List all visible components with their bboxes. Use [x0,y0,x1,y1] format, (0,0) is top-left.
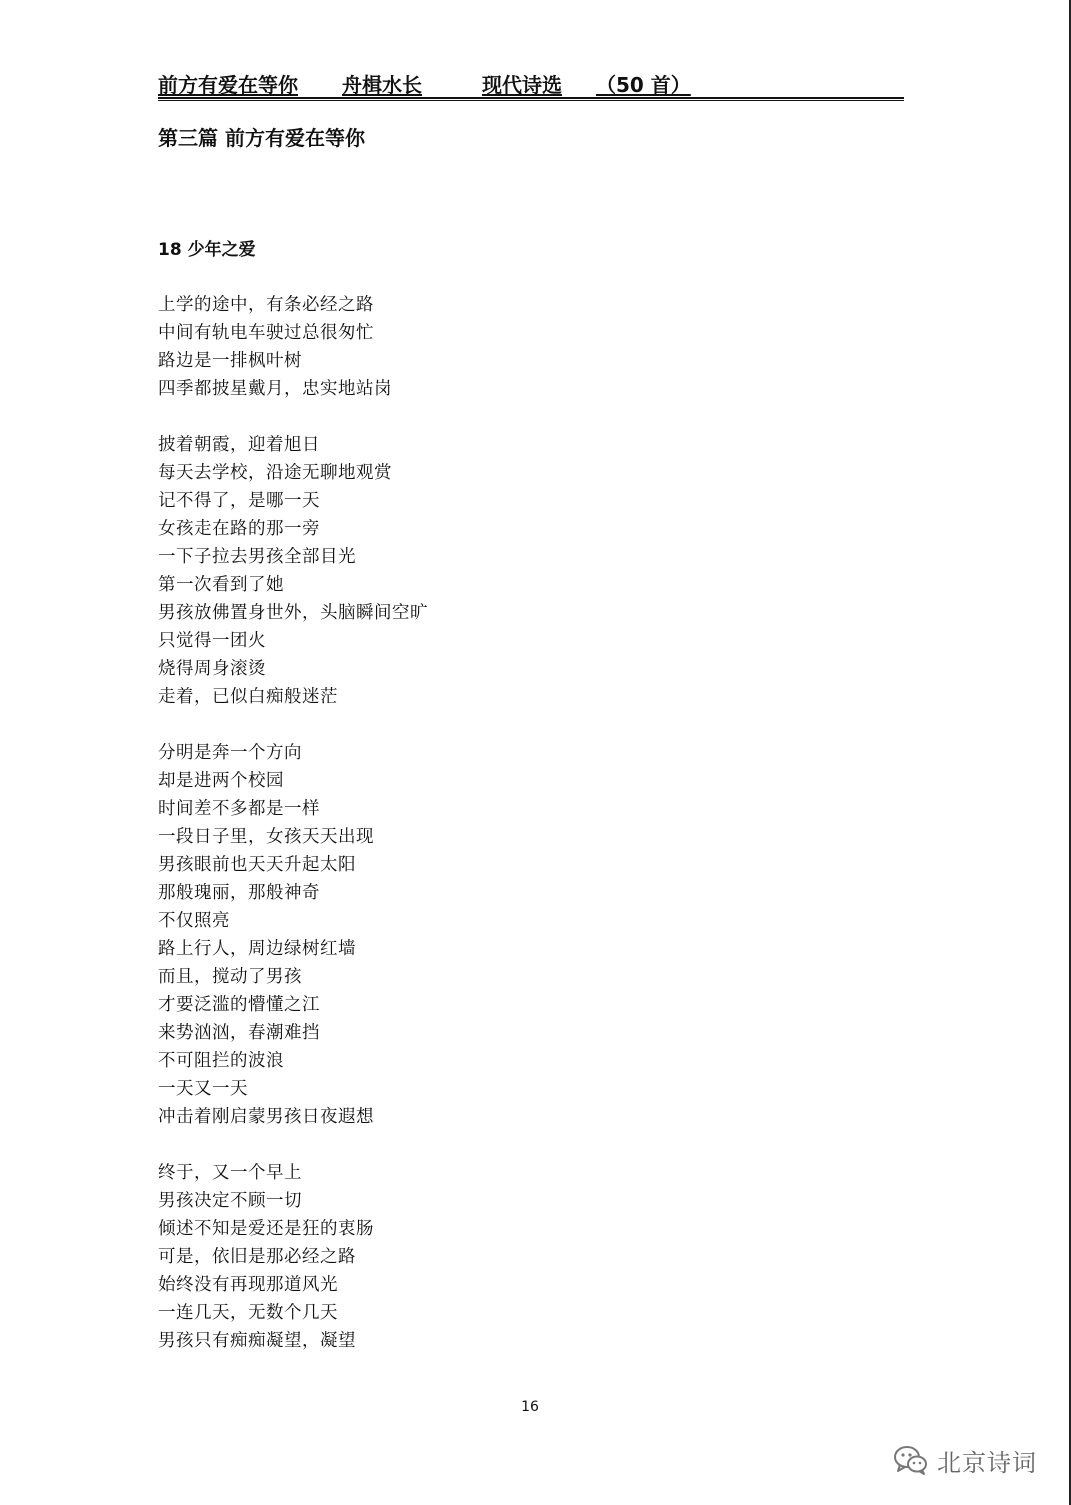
poem-line: 第一次看到了她 [158,575,284,595]
header-book-title: 前方有爱在等你 [158,73,298,97]
stanza [158,1159,858,1355]
poem-line: 路边是一排枫叶树 [158,351,302,371]
poem-body [158,291,858,1383]
poem-line: 四季都披星戴月，忠实地站岗 [158,379,392,399]
watermark [893,1440,1037,1480]
wechat-icon [893,1444,929,1476]
stanza [158,431,858,711]
poem-line: 冲击着刚启蒙男孩日夜遐想 [158,1107,374,1127]
header-count: （50 首） [596,73,691,97]
poem-line: 每天去学校，沿途无聊地观赏 [158,463,392,483]
poem-line: 走着，已似白痴般迷茫 [158,687,338,707]
poem-line: 男孩只有痴痴凝望，凝望 [158,1331,356,1351]
poem-line: 可是，依旧是那必经之路 [158,1247,356,1267]
poem-line: 中间有轨电车驶过总很匆忙 [158,323,374,343]
poem-line: 男孩决定不顾一切 [158,1191,302,1211]
poem-title: 18 少年之爱 [158,240,256,260]
poem-line: 不可阻拦的波浪 [158,1051,284,1071]
poem-line: 才要泛滥的懵懂之江 [158,995,320,1015]
poem-line: 一连几天，无数个几天 [158,1303,338,1323]
chapter-title: 第三篇 前方有爱在等你 [158,126,365,150]
poem-line: 男孩放佛置身世外，头脑瞬间空旷 [158,603,428,623]
poem-line: 而且，搅动了男孩 [158,967,302,987]
watermark-text: 北京诗词 [937,1448,1037,1477]
poem-line: 始终没有再现那道风光 [158,1275,338,1295]
poem-line: 一段日子里，女孩天天出现 [158,827,374,847]
header-series: 现代诗选 [482,73,562,97]
poem-line: 来势汹汹，春潮难挡 [158,1023,320,1043]
header-author: 舟楫水长 [342,73,422,97]
poem-line: 一下子拉去男孩全部目光 [158,547,356,567]
running-header [158,72,904,98]
poem-line: 一天又一天 [158,1079,248,1099]
page-number: 16 [521,1399,539,1415]
poem-line: 倾述不知是爱还是狂的衷肠 [158,1219,374,1239]
poem-line: 终于，又一个早上 [158,1163,302,1183]
poem-line: 分明是奔一个方向 [158,743,302,763]
poem-line: 路上行人，周边绿树红墙 [158,939,356,959]
poem-line: 上学的途中，有条必经之路 [158,295,374,315]
stanza [158,739,858,1131]
poem-line: 披着朝霞，迎着旭日 [158,435,320,455]
poem-line: 女孩走在路的那一旁 [158,519,320,539]
poem-line: 只觉得一团火 [158,631,266,651]
poem-line: 记不得了，是哪一天 [158,491,320,511]
header-rule [158,97,904,101]
poem-line: 那般瑰丽，那般神奇 [158,883,320,903]
poem-line: 男孩眼前也天天升起太阳 [158,855,356,875]
poem-line: 时间差不多都是一样 [158,799,320,819]
poem-line: 却是进两个校园 [158,771,284,791]
poem-line: 不仅照亮 [158,911,230,931]
stanza [158,291,858,403]
poem-line: 烧得周身滚烫 [158,659,266,679]
